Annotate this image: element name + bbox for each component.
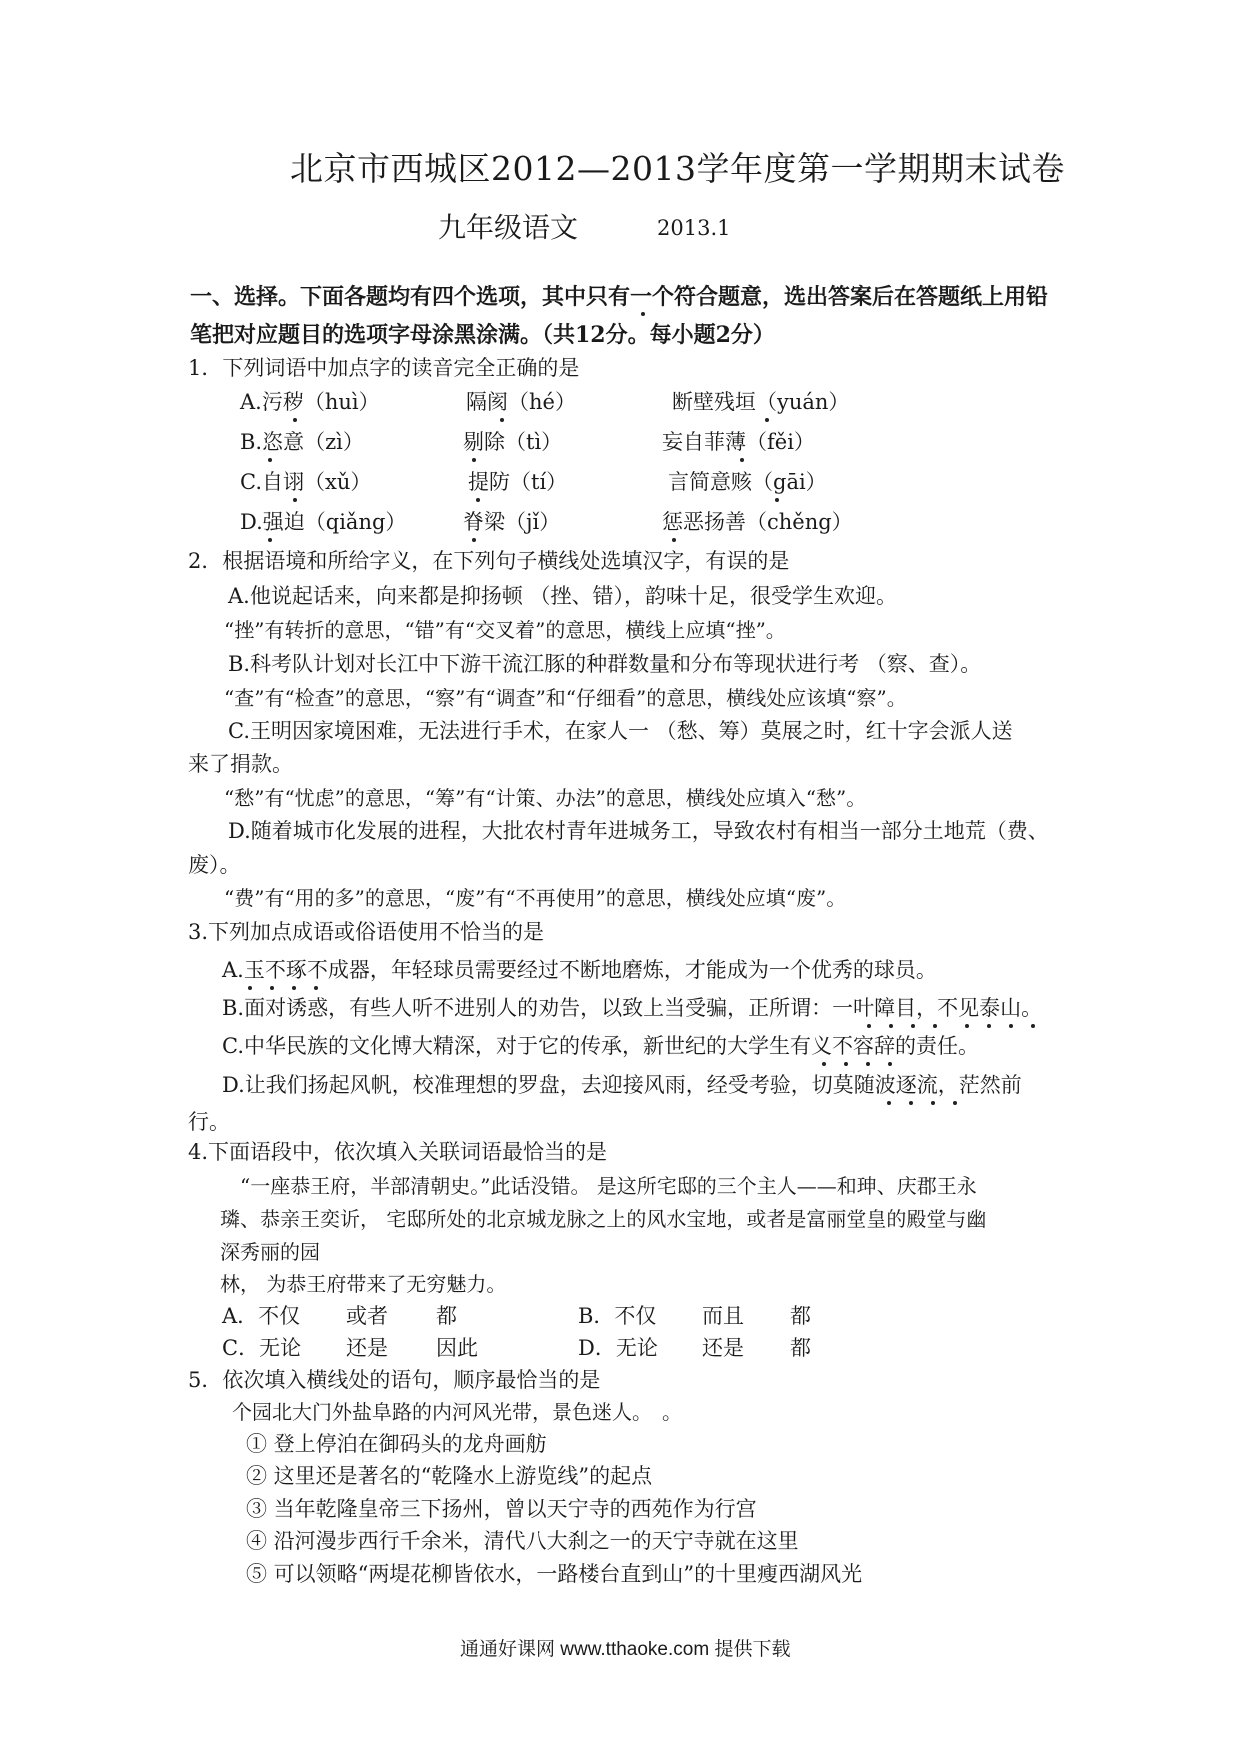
emphasis-dot <box>270 986 274 990</box>
emphasis-dot <box>314 986 318 990</box>
q3-option-a: A.玉不琢不成器，年轻球员需要经过不断地磨炼，才能成为一个优秀的球员。 <box>222 958 937 982</box>
emphasis-dot <box>888 1062 892 1066</box>
q1-c-1: C.自诩（xǔ） <box>240 470 372 494</box>
emphasis-dot <box>765 418 769 422</box>
q2-a-sentence: A.他说起话来，向来都是抑扬顿 （挫、错），韵味十足，很受学生欢迎。 <box>228 584 898 608</box>
q3-stem: 3.下列加点成语或俗语使用不恰当的是 <box>188 920 545 944</box>
q4-passage-3: 深秀丽的园 <box>220 1240 320 1264</box>
q4-option-a-word2: 或者 <box>346 1304 388 1328</box>
emphasis-dot <box>476 498 480 502</box>
q5-item-4: ④ 沿河漫步西行千余米，清代八大刹之一的天宁寺就在这里 <box>246 1529 799 1553</box>
emphasis-dot <box>844 1062 848 1066</box>
q3-option-c: C.中华民族的文化博大精深，对于它的传承，新世纪的大学生有义不容辞的责任。 <box>222 1034 979 1058</box>
q1-a-1: A.污秽（huì） <box>240 390 380 414</box>
q1-a-3: 断壁残垣（yuán） <box>672 390 850 414</box>
q1-d-2: 脊梁（jǐ） <box>463 510 561 534</box>
q4-option-b-label: B．不仅 <box>578 1304 657 1328</box>
q2-d-note: “费”有“用的多”的意思，“废”有“不再使用”的意思，横线处应填“废”。 <box>224 886 847 910</box>
q4-option-d-word3: 都 <box>790 1336 811 1360</box>
q4-option-c-word2: 还是 <box>346 1336 388 1360</box>
q4-option-a-label: A．不仅 <box>222 1304 301 1328</box>
exam-title: 北京市西城区2012—2013学年度第一学期期末试卷 <box>290 149 1065 188</box>
emphasis-dot <box>909 1101 913 1105</box>
emphasis-dot <box>248 986 252 990</box>
emphasis-dot <box>911 1024 915 1028</box>
emphasis-dot <box>931 1101 935 1105</box>
emphasis-dot <box>887 1101 891 1105</box>
q2-a-note: “挫”有转折的意思，“错”有“交叉着”的意思，横线上应填“挫”。 <box>224 618 786 642</box>
section-instruction-line1: 一、选择。下面各题均有四个选项，其中只有一个符合题意，选出答案后在答题纸上用铅 <box>190 284 1049 310</box>
emphasis-dot <box>933 1024 937 1028</box>
emphasis-dot <box>953 1101 957 1105</box>
q1-stem: 1．下列词语中加点字的读音完全正确的是 <box>188 356 580 380</box>
emphasis-dot <box>867 1024 871 1028</box>
emphasis-dot <box>641 312 645 316</box>
q1-b-2: 剔除（tì） <box>463 430 563 454</box>
q3-option-b: B.面对诱惑，有些人听不进别人的劝告，以致上当受骗，正所谓：一叶障目，不见泰山。 <box>222 996 1043 1020</box>
q1-b-1: B.恣意（zì） <box>240 430 364 454</box>
q4-passage-2: 璘、恭亲王奕䜣， 宅邸所处的北京城龙脉之上的风水宝地，或者是富丽堂皇的殿堂与幽 <box>220 1207 987 1231</box>
q1-c-3: 言简意赅（gāi） <box>668 470 827 494</box>
emphasis-dot <box>889 1024 893 1028</box>
emphasis-dot <box>293 498 297 502</box>
q1-b-3: 妄自菲薄（fěi） <box>662 430 815 454</box>
q5-item-1: ① 登上停泊在御码头的龙舟画舫 <box>246 1432 547 1456</box>
q3-option-d-2: 行。 <box>188 1110 230 1134</box>
q5-item-5: ⑤ 可以领略“两堤花柳皆依水，一路楼台直到山”的十里瘦西湖风光 <box>246 1562 863 1586</box>
emphasis-dot <box>1009 1024 1013 1028</box>
q1-c-2: 提防（tí） <box>468 470 568 494</box>
emphasis-dot <box>965 1024 969 1028</box>
emphasis-dot <box>822 1062 826 1066</box>
q5-item-3: ③ 当年乾隆皇帝三下扬州，曾以天宁寺的西苑作为行宫 <box>246 1497 757 1521</box>
emphasis-dot <box>740 458 744 462</box>
emphasis-dot <box>500 418 504 422</box>
section-instruction-line2: 笔把对应题目的选项字母涂黑涂满。（共12分。每小题2分） <box>190 322 775 348</box>
q1-d-1: D.强迫（qiǎng） <box>240 510 407 534</box>
q4-stem: 4.下面语段中，依次填入关联词语最恰当的是 <box>188 1140 608 1164</box>
emphasis-dot <box>268 458 272 462</box>
q4-passage-1: “一座恭王府，半部清朝史。”此话没错。 是这所宅邸的三个主人——和珅、庆郡王永 <box>240 1174 977 1198</box>
q4-option-a-word3: 都 <box>436 1304 457 1328</box>
q4-option-b-word3: 都 <box>790 1304 811 1328</box>
emphasis-dot <box>293 418 297 422</box>
q2-d-sentence-1: D.随着城市化发展的进程，大批农村青年进城务工，导致农村有相当一部分土地荒（费、 <box>228 819 1049 843</box>
q4-option-d-word2: 还是 <box>702 1336 744 1360</box>
q4-option-c-word3: 因此 <box>436 1336 478 1360</box>
emphasis-dot <box>472 538 476 542</box>
exam-date: 2013.1 <box>657 216 731 240</box>
q4-passage-4: 林， 为恭王府带来了无穷魅力。 <box>220 1272 507 1296</box>
q1-a-2: 隔阂（hé） <box>466 390 576 414</box>
emphasis-dot <box>472 458 476 462</box>
emphasis-dot <box>268 538 272 542</box>
q2-d-sentence-2: 废）。 <box>188 853 241 877</box>
q2-c-sentence-1: C.王明因家境困难，无法进行手术，在家人一 （愁、筹）莫展之时，红十字会派人送 <box>228 719 1013 743</box>
q5-item-2: ② 这里还是著名的“乾隆水上游览线”的起点 <box>246 1464 653 1488</box>
q4-option-d-label: D．无论 <box>578 1336 658 1360</box>
q2-stem: 2．根据语境和所给字义，在下列句子横线处选填汉字，有误的是 <box>188 549 790 573</box>
q5-stem: 5．依次填入横线处的语句，顺序最恰当的是 <box>188 1368 601 1392</box>
q3-option-d-1: D.让我们扬起风帆，校准理想的罗盘，去迎接风雨，经受考验，切莫随波逐流，茫然前 <box>222 1073 1022 1097</box>
emphasis-dot <box>987 1024 991 1028</box>
footer-source: 通通好课网 www.tthaoke.com 提供下载 <box>460 1639 791 1660</box>
q2-c-sentence-2: 来了捐款。 <box>188 752 293 776</box>
emphasis-dot <box>672 538 676 542</box>
q4-option-c-label: C．无论 <box>222 1336 302 1360</box>
q4-option-b-word2: 而且 <box>702 1304 744 1328</box>
q2-c-note: “愁”有“忧虑”的意思，“筹”有“计策、办法”的意思，横线处应填入“愁”。 <box>224 786 867 810</box>
emphasis-dot <box>866 1062 870 1066</box>
subject-title: 九年级语文 <box>438 211 579 244</box>
emphasis-dot <box>292 986 296 990</box>
q1-d-3: 惩恶扬善（chěng） <box>662 510 853 534</box>
q5-intro: 个园北大门外盐阜路的内河风光带，景色迷人。 。 <box>232 1400 682 1424</box>
q2-b-note: “查”有“检查”的意思，“察”有“调查”和“仔细看”的意思，横线处应该填“察”。 <box>224 686 907 710</box>
emphasis-dot <box>775 498 779 502</box>
q2-b-sentence: B.科考队计划对长江中下游干流江豚的种群数量和分布等现状进行考 （察、查）。 <box>228 652 982 676</box>
emphasis-dot <box>1031 1024 1035 1028</box>
